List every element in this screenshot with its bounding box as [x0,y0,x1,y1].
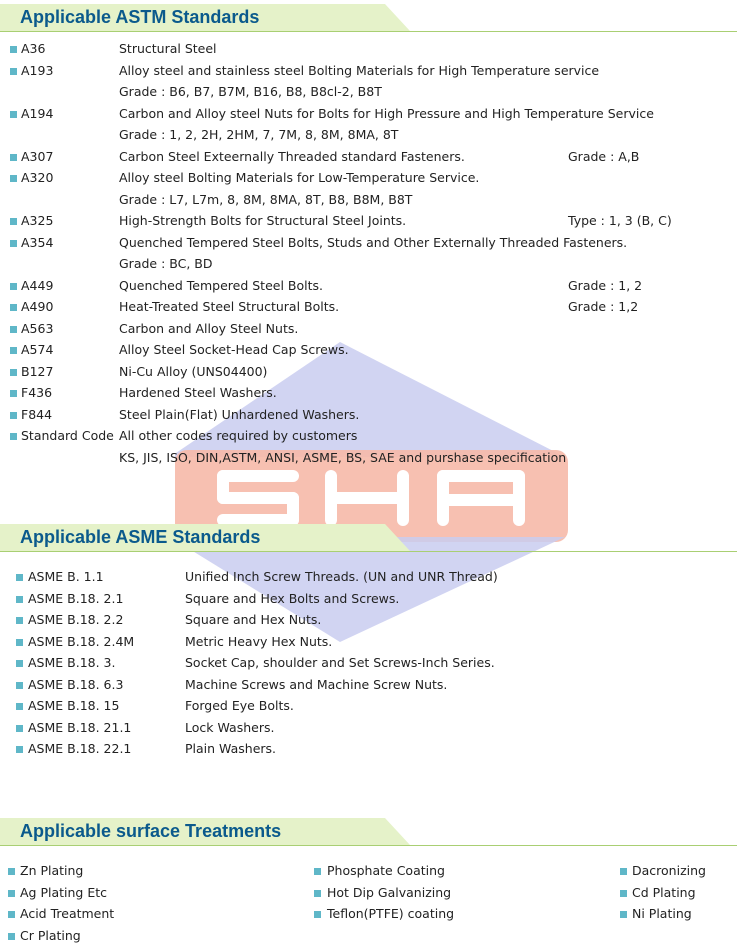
surface-item-label: Ni Plating [632,906,692,921]
bullet-icon [10,154,17,161]
surface-item-label: Cr Plating [20,927,81,943]
astm-grade: Type : 1, 3 (B, C) [568,213,672,228]
asme-description: Forged Eye Bolts. [185,698,294,713]
astm-code: A325 [21,213,54,228]
surface-item-label: Zn Plating [20,863,84,878]
asme-code: ASME B. 1.1 [28,569,104,584]
bullet-icon [16,703,23,710]
asme-code: ASME B.18. 22.1 [28,741,132,756]
astm-code: Standard Code [21,428,114,443]
asme-code: ASME B.18. 6.3 [28,676,124,692]
bullet-icon [10,326,17,333]
astm-code: A193 [21,62,54,78]
astm-code: A320 [21,170,54,185]
astm-description: Alloy Steel Socket-Head Cap Screws. [119,342,349,357]
asme-code: ASME B.18. 21.1 [28,719,132,735]
bullet-icon [16,617,23,624]
astm-description: Quenched Tempered Steel Bolts, Studs and Other Externally Threaded Fasteners. [119,234,628,250]
astm-description: Grade : B6, B7, B7M, B16, B8, B8cl-2, B8T [119,84,382,99]
astm-description: Grade : L7, L7m, 8, 8M, 8MA, 8T, B8, B8M, B8T [119,191,413,207]
astm-grade: Grade : 1,2 [568,299,639,314]
surface-item-label: Teflon(PTFE) coating [327,906,455,921]
bullet-icon [8,890,15,897]
bullet-icon [10,111,17,118]
astm-section-title: Applicable ASTM Standards [20,7,260,27]
astm-description: Carbon Steel Exteernally Threaded standard Fasteners. [119,148,465,164]
astm-description: Carbon and Alloy steel Nuts for Bolts for High Pressure and High Temperature Service [119,105,654,121]
asme-description: Metric Heavy Hex Nuts. [185,633,333,649]
bullet-icon [8,911,15,918]
bullet-icon [10,175,17,182]
surface-item-label: Ag Plating Etc [20,884,108,900]
astm-code: A490 [21,299,54,314]
astm-description: Ni-Cu Alloy (UNS04400) [119,363,268,379]
astm-description: Grade : 1, 2, 2H, 2HM, 7, 7M, 8, 8M, 8MA, 8T [119,127,399,142]
asme-code: ASME B.18. 15 [28,698,120,713]
surface-item-label: Cd Plating [632,884,696,900]
astm-description: Hardened Steel Washers. [119,385,277,400]
surface-item-label: Hot Dip Galvanizing [327,884,452,900]
asme-code: ASME B.18. 2.2 [28,612,124,627]
bullet-icon [16,682,23,689]
bullet-icon [10,347,17,354]
bullet-icon [16,660,23,667]
astm-description: Steel Plain(Flat) Unhardened Washers. [119,406,360,422]
asme-description: Unified Inch Screw Threads. (UN and UNR Thread) [185,569,498,584]
bullet-icon [10,46,17,53]
bullet-icon [8,933,15,940]
asme-section-title: Applicable ASME Standards [20,527,261,547]
astm-code: F436 [21,385,53,400]
bullet-icon [8,868,15,875]
astm-description: Alloy steel Bolting Materials for Low-Temperature Service. [119,170,480,185]
astm-description: Alloy steel and stainless steel Bolting Materials for High Temperature service [119,62,600,78]
asme-description: Lock Washers. [185,719,275,735]
asme-code: ASME B.18. 3. [28,655,116,670]
bullet-icon [10,390,17,397]
astm-description: Carbon and Alloy Steel Nuts. [119,320,299,336]
bullet-icon [10,218,17,225]
bullet-icon [620,868,627,875]
bullet-icon [10,68,17,75]
astm-code: A449 [21,277,54,293]
astm-code: A354 [21,234,54,250]
asme-description: Plain Washers. [185,741,277,756]
astm-code: F844 [21,406,53,422]
asme-description: Socket Cap, shoulder and Set Screws-Inch Series. [185,655,495,670]
bullet-icon [314,911,321,918]
astm-grade: Grade : 1, 2 [568,277,643,293]
astm-code: A574 [21,342,54,357]
bullet-icon [16,725,23,732]
astm-description: Heat-Treated Steel Structural Bolts. [119,299,340,314]
astm-code: A563 [21,320,54,336]
bullet-icon [16,596,23,603]
asme-code: ASME B.18. 2.4M [28,633,135,649]
astm-code: A307 [21,148,54,164]
bullet-icon [16,574,23,581]
astm-code: B127 [21,363,54,379]
surface-section-title: Applicable surface Treatments [20,821,282,841]
astm-description: High-Strength Bolts for Structural Steel Joints. [119,213,407,228]
astm-description: Grade : BC, BD [119,256,213,271]
astm-grade: Grade : A,B [568,148,640,164]
bullet-icon [10,240,17,247]
asme-code: ASME B.18. 2.1 [28,590,124,606]
astm-code: A194 [21,105,54,121]
asme-description: Square and Hex Bolts and Screws. [185,590,400,606]
astm-description: Quenched Tempered Steel Bolts. [119,277,323,293]
astm-description: Structural Steel [119,41,217,56]
surface-item-label: Dacronizing [632,863,706,878]
bullet-icon [10,304,17,311]
bullet-icon [10,433,17,440]
bullet-icon [16,639,23,646]
bullet-icon [10,369,17,376]
surface-item-label: Acid Treatment [20,906,115,921]
bullet-icon [620,911,627,918]
asme-description: Square and Hex Nuts. [185,612,322,627]
astm-code: A36 [21,41,46,56]
bullet-icon [314,868,321,875]
astm-description: All other codes required by customers [119,428,358,443]
bullet-icon [10,412,17,419]
bullet-icon [620,890,627,897]
asme-description: Machine Screws and Machine Screw Nuts. [185,676,448,692]
surface-item-label: Phosphate Coating [327,863,445,878]
astm-description: KS, JIS, ISO, DIN,ASTM, ANSI, ASME, BS, SAE and purshase specification [119,449,567,465]
bullet-icon [16,746,23,753]
bullet-icon [10,283,17,290]
bullet-icon [314,890,321,897]
